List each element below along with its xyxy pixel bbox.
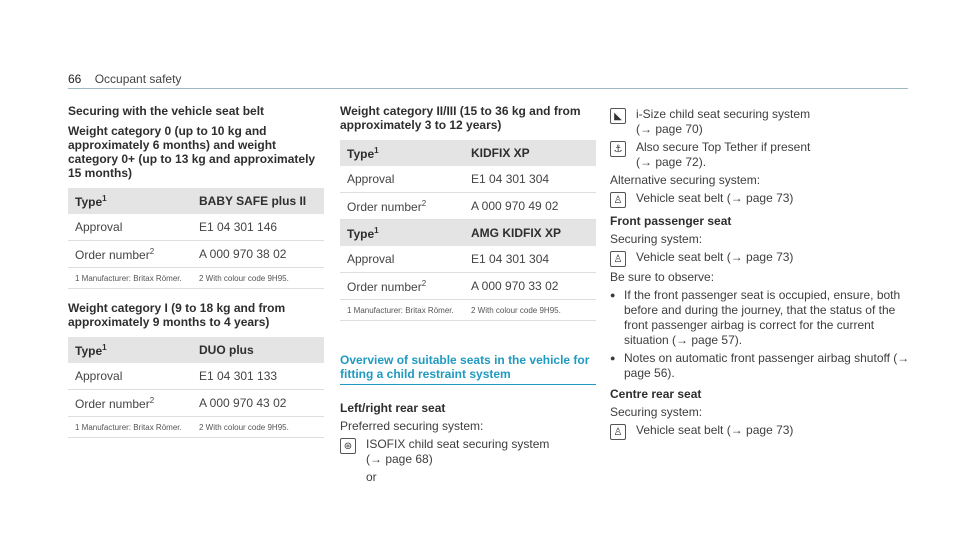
alternative-text: Alternative securing system: [610,173,761,187]
page-header [68,72,181,86]
section-heading: Securing with the vehicle seat belt [68,104,265,118]
approval-value: E1 04 301 133 [192,363,324,390]
isize-page-link[interactable]: (→ page 70) [636,122,703,136]
approval-value: E1 04 301 304 [464,166,596,193]
seat-belt-row [610,191,910,208]
type-label: Type$^1$ [340,140,464,166]
approval-label: Approval [340,166,464,193]
list-item [610,288,910,348]
front-passenger-seat-heading: Front passenger seat [610,214,732,228]
seat-belt-row [610,423,910,440]
bullet-icon: ● [610,353,616,363]
order-label: Order number$^2$ [68,390,192,417]
centre-rear-seat-heading: Centre rear seat [610,387,702,401]
order-label: Order number$^2$ [340,193,464,220]
isofix-row [340,437,596,467]
duo-plus-table [68,337,324,438]
top-tether-icon: ⚓ [610,141,626,157]
weight-category-0-heading: Weight category 0 (up to 10 kg and approximately 6 months) and weight category 0+ (up to 13 kg and approximately 15 months) [68,124,316,180]
seat-belt-text: Vehicle seat belt (→ page 73) [636,191,794,205]
seat-belt-icon: ♙ [610,424,626,440]
footnote-2: 2 With colour code 9H95. [192,417,324,438]
kidfix-table [340,140,596,321]
top-tether-page-link[interactable]: (→ page 72). [636,155,707,169]
bullet-text: Notes on automatic front passenger airbag shutoff (→ page 56). [624,351,910,380]
seat-belt-row [610,250,910,267]
order-value: A 000 970 33 02 [464,273,596,300]
type-label: Type$^1$ [68,188,192,214]
column-middle [340,104,596,488]
list-item [610,351,910,381]
isofix-text: ISOFIX child seat securing system [366,437,550,451]
overview-heading: Overview of suitable seats in the vehicle for fitting a child restraint system [340,353,596,385]
type-value: DUO plus [192,337,324,363]
securing-system-text: Securing system: [610,232,703,246]
seat-belt-icon: ♙ [610,192,626,208]
type-value: AMG KIDFIX XP [464,220,596,247]
order-value: A 000 970 49 02 [464,193,596,220]
securing-system-text: Securing system: [610,405,703,419]
footnote-1: 1 Manufacturer: Britax Römer. [68,417,192,438]
seat-belt-text: Vehicle seat belt (→ page 73) [636,423,794,437]
type-label: Type$^1$ [340,220,464,247]
footnote-1: 1 Manufacturer: Britax Römer. [68,268,192,289]
approval-value: E1 04 301 146 [192,214,324,241]
weight-category-1-heading: Weight category I (9 to 18 kg and from approximately 9 months to 4 years) [68,301,286,329]
approval-label: Approval [68,363,192,390]
footnote-1: 1 Manufacturer: Britax Römer. [340,300,464,321]
type-value: BABY SAFE plus II [192,188,324,214]
or-text: or [366,470,377,484]
footnote-2: 2 With colour code 9H95. [464,300,596,321]
top-tether-text: Also secure Top Tether if present [636,140,811,154]
approval-label: Approval [68,214,192,241]
page-number: 66 [68,72,82,86]
isofix-page-link[interactable]: (→ page 68) [366,452,433,466]
isofix-icon: ⊛ [340,438,356,454]
header-rule [68,88,908,89]
seat-belt-text: Vehicle seat belt (→ page 73) [636,250,794,264]
approval-label: Approval [340,246,464,273]
isize-text: i-Size child seat securing system [636,107,811,121]
order-value: A 000 970 38 02 [192,241,324,268]
bullet-text: If the front passenger seat is occupied, ensure, both before and during the journey, that the status of the front passenger airbag is correct for the current situation (→ page 57). [624,288,901,347]
bullet-icon: ● [610,290,616,300]
footnote-2: 2 With colour code 9H95. [192,268,324,289]
column-right [610,104,910,443]
observe-text: Be sure to observe: [610,270,715,284]
section-title: Occupant safety [94,72,182,86]
top-tether-row [610,140,910,170]
isize-icon: ◣ [610,108,626,124]
order-label: Order number$^2$ [340,273,464,300]
preferred-text: Preferred securing system: [340,419,484,433]
type-label: Type$^1$ [68,337,192,363]
type-value: KIDFIX XP [464,140,596,166]
order-label: Order number$^2$ [68,241,192,268]
approval-value: E1 04 301 304 [464,246,596,273]
baby-safe-table [68,188,324,289]
seat-belt-icon: ♙ [610,251,626,267]
column-left [68,104,324,438]
weight-category-2-3-heading: Weight category II/III (15 to 36 kg and from approximately 3 to 12 years) [340,104,581,132]
order-value: A 000 970 43 02 [192,390,324,417]
isize-row [610,107,910,137]
left-right-rear-seat-heading: Left/right rear seat [340,401,446,415]
